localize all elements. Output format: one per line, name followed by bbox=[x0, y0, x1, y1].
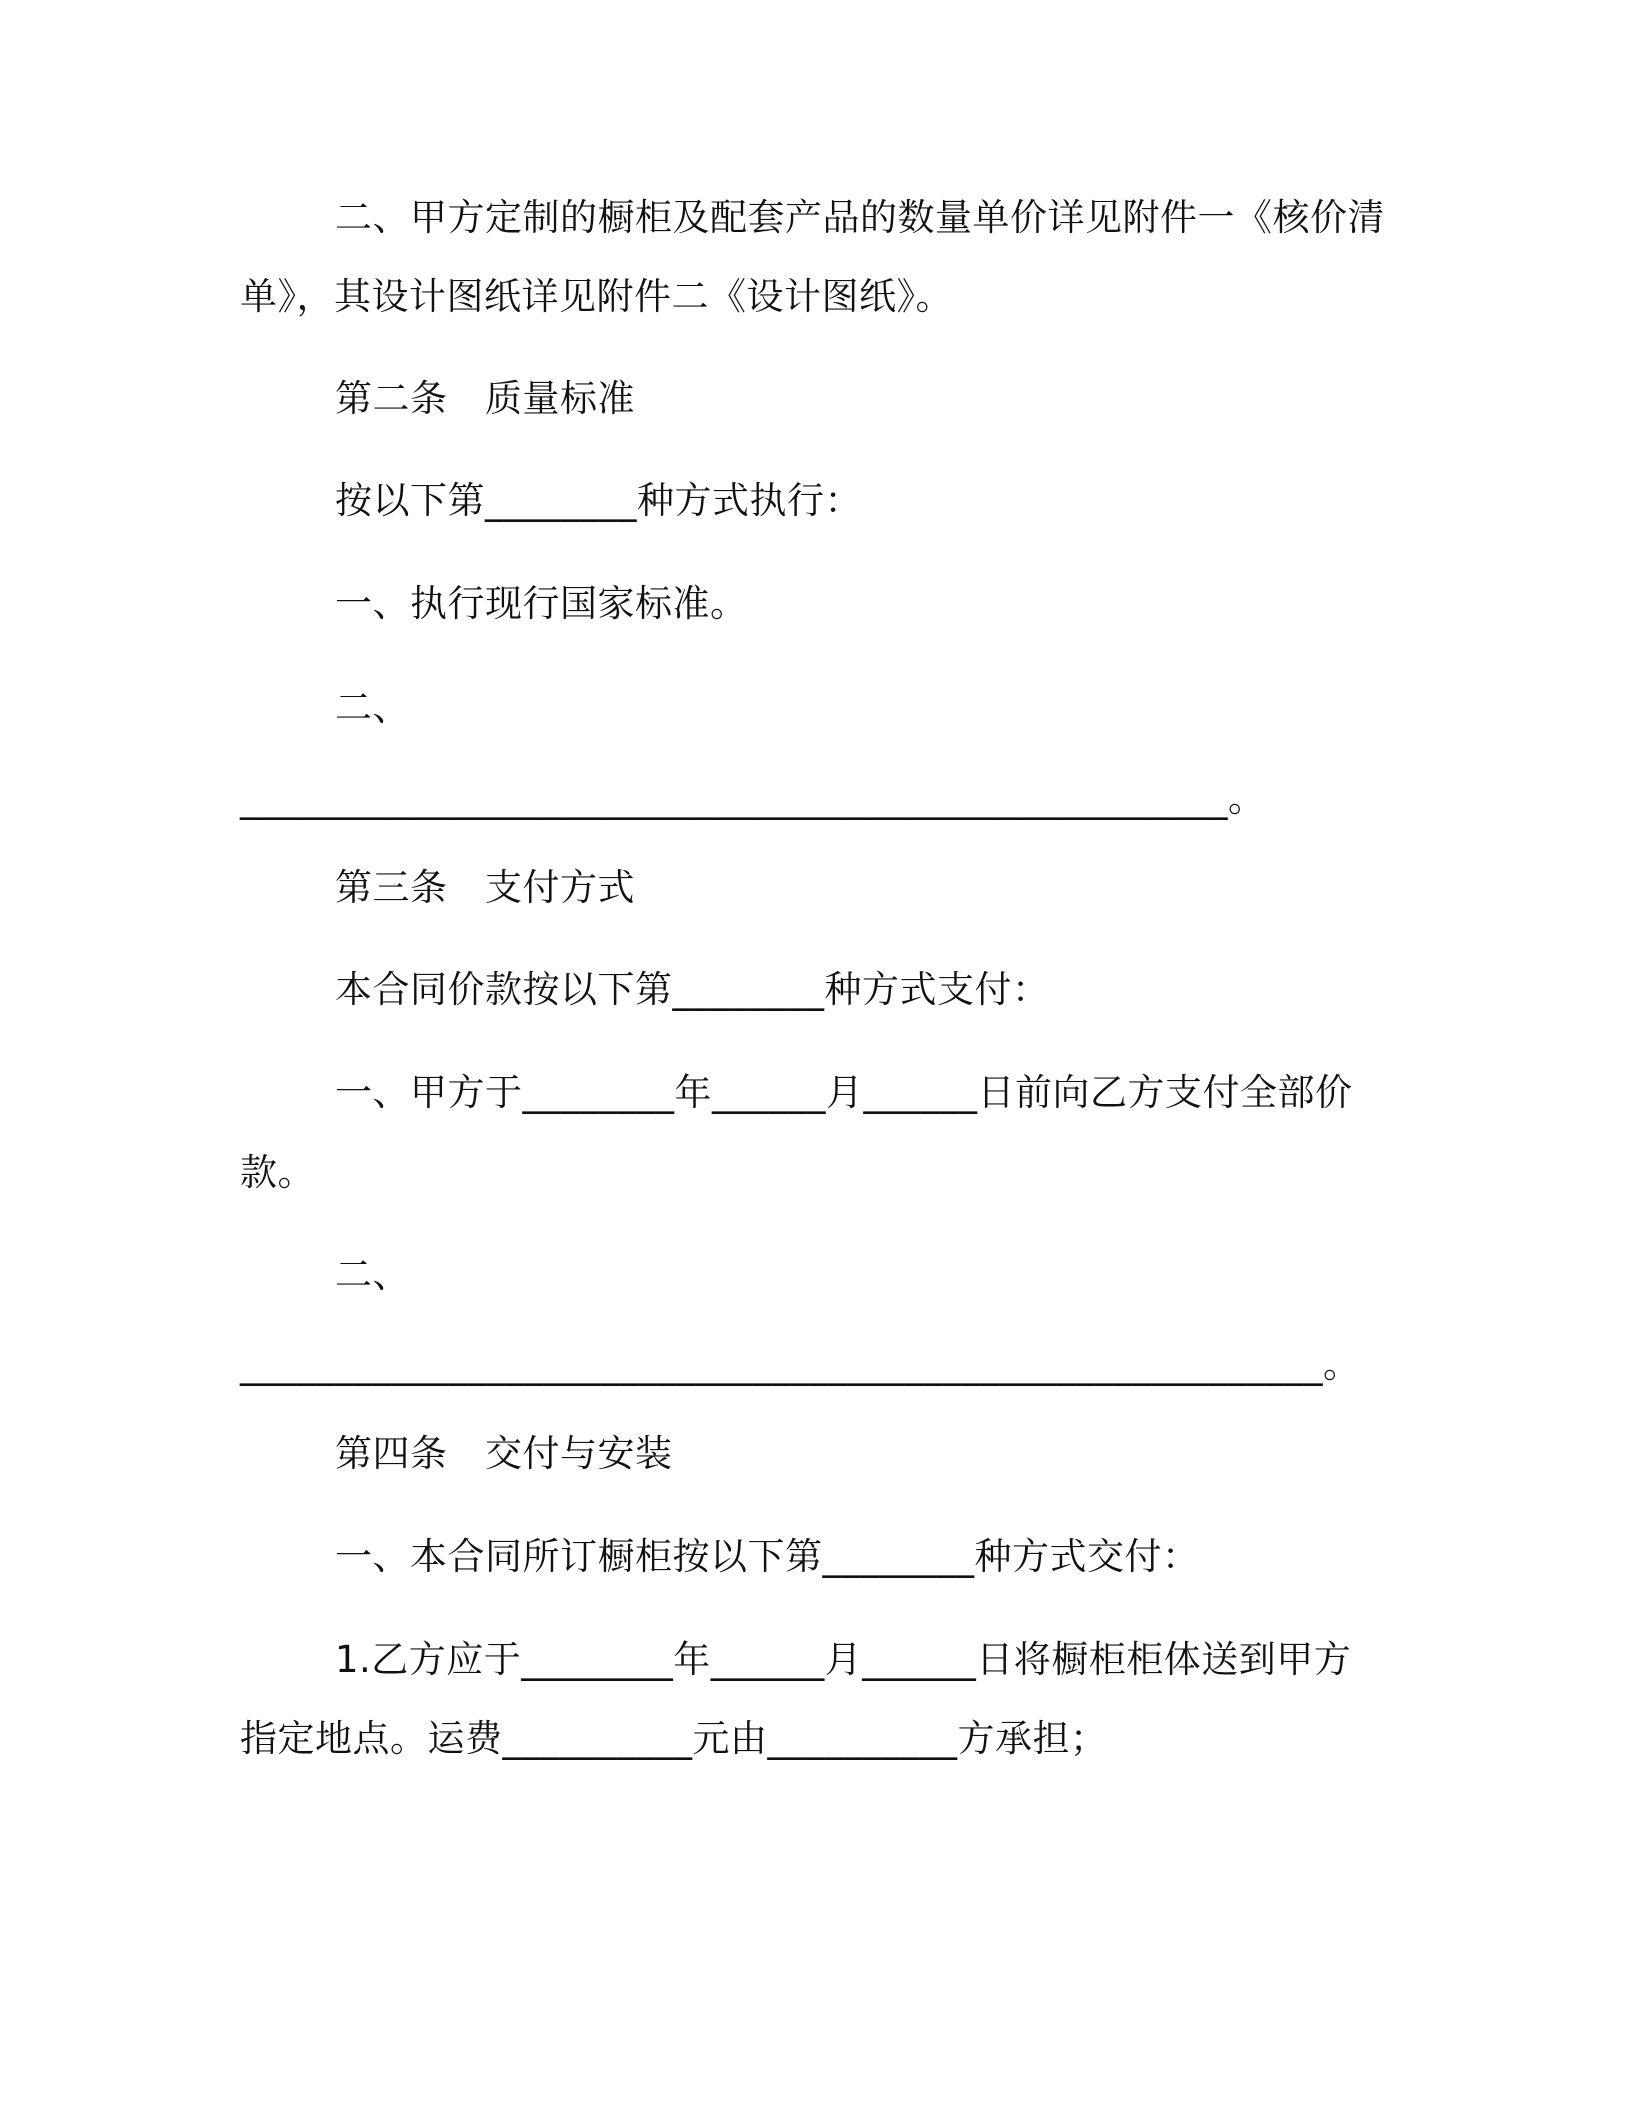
article-four-heading: 第四条 交付与安装 bbox=[335, 1432, 673, 1475]
payment-option-two-label: 二、 bbox=[335, 1253, 410, 1296]
clause-two-line-2: 单》，其设计图纸详见附件二《设计图纸》。 bbox=[240, 275, 953, 318]
quality-method-line: 按以下第________种方式执行： bbox=[335, 479, 862, 522]
quality-option-one: 一、执行现行国家标准。 bbox=[335, 582, 748, 625]
article-two-heading: 第二条 质量标准 bbox=[335, 377, 635, 420]
payment-option-one-line-1: 一、甲方于________年______月______日前向乙方支付全部价 bbox=[335, 1071, 1353, 1114]
delivery-method-line: 一、本合同所订橱柜按以下第________种方式交付： bbox=[335, 1535, 1200, 1578]
payment-method-line: 本合同价款按以下第________种方式支付： bbox=[335, 968, 1050, 1011]
delivery-item-one-line-2: 指定地点。运费__________元由__________方承担； bbox=[240, 1717, 1108, 1760]
payment-option-two-blank: _________________________________________________________。 bbox=[240, 1343, 1361, 1386]
article-three-heading: 第三条 支付方式 bbox=[335, 866, 635, 909]
payment-option-one-line-2: 款。 bbox=[240, 1151, 315, 1194]
quality-option-two-label: 二、 bbox=[335, 686, 410, 729]
quality-option-two-blank: ____________________________________________________。 bbox=[240, 777, 1266, 820]
delivery-item-one-line-1: 1.乙方应于________年______月______日将橱柜柜体送到甲方 bbox=[335, 1638, 1352, 1681]
clause-two-line-1: 二、甲方定制的橱柜及配套产品的数量单价详见附件一《核价清 bbox=[335, 196, 1385, 239]
